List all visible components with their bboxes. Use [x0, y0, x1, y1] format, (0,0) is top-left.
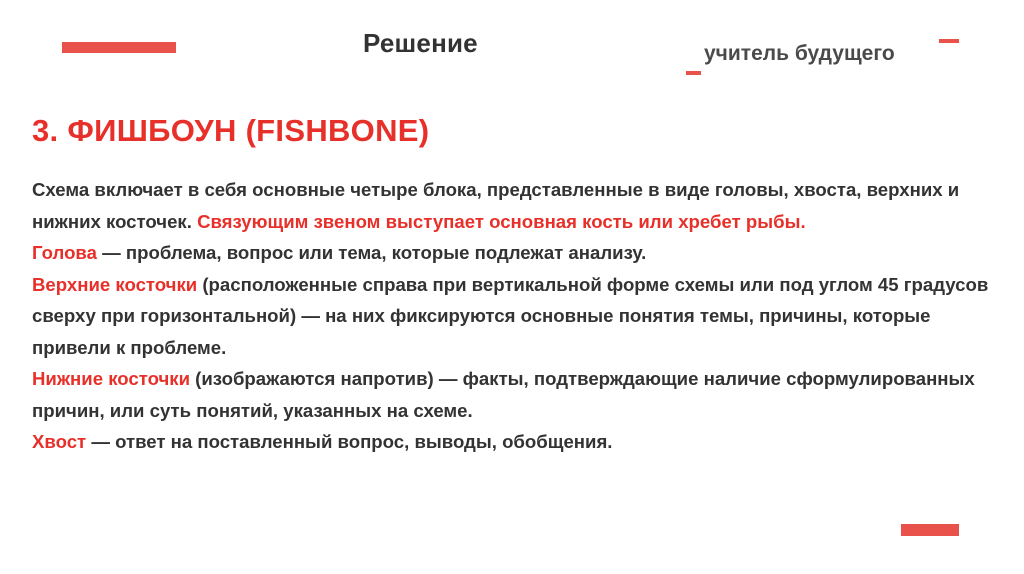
- body-text: [32, 174, 992, 458]
- page-title: Решение: [363, 28, 478, 58]
- head-definition: — проблема, вопрос или тема, которые подлежат анализу.: [96, 242, 647, 263]
- intro-plain-text: Схема включает в себя основные четыре блока, представленные в виде головы, хвоста, верхних и нижних косточек.: [32, 179, 960, 232]
- logo-text: учитель будущего: [704, 42, 895, 65]
- logo-accent-bar-bottom: [686, 71, 701, 75]
- head-term: Голова: [32, 242, 97, 263]
- lower-bones-term: Нижние косточки: [32, 368, 191, 389]
- head-paragraph: [32, 237, 992, 269]
- tail-term: Хвост: [32, 431, 87, 452]
- brand-logo: [686, 36, 966, 80]
- upper-bones-paragraph: [32, 269, 992, 364]
- lower-bones-paragraph: [32, 363, 992, 426]
- section-heading: 3. ФИШБОУН (FISHBONE): [32, 113, 430, 148]
- tail-definition: — ответ на поставленный вопрос, выводы, обобщения.: [86, 431, 613, 452]
- tail-paragraph: [32, 426, 992, 458]
- decorative-bar-bottom-right: [901, 524, 959, 536]
- decorative-bar-top-left: [62, 42, 176, 53]
- intro-highlight-text: Связующим звеном выступает основная кость или хребет рыбы.: [197, 210, 806, 232]
- intro-paragraph: [32, 174, 992, 237]
- logo-accent-bar-top: [939, 39, 959, 43]
- lower-bones-definition: (изображаются напротив) — факты, подтверждающие наличие сформулированных причин, или суть понятий, указанных на схеме.: [32, 368, 975, 421]
- upper-bones-definition: (расположенные справа при вертикальной форме схемы или под углом 45 градусов сверху при горизонтальной) — на них фиксируются основные понятия темы, причины, которые привели к проблеме.: [32, 273, 989, 358]
- upper-bones-term: Верхние косточки: [32, 273, 198, 295]
